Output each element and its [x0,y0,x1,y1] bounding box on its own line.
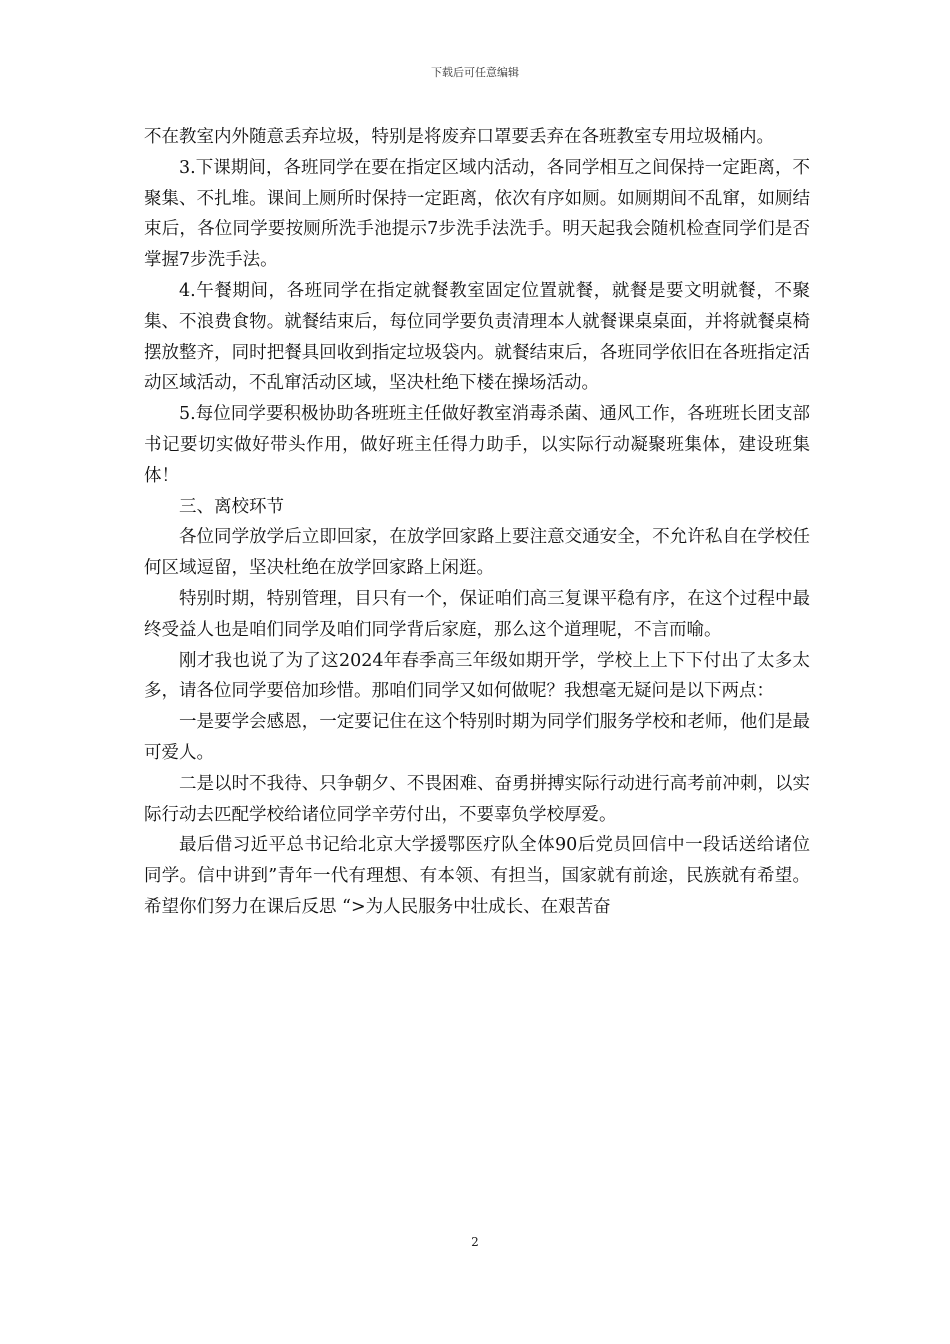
paragraph-1: 不在教室内外随意丢弃垃圾，特别是将废弃口罩要丢弃在各班教室专用垃圾桶内。 [144,127,774,147]
paragraph-7: 刚才我也说了为了这2024年春季高三年级如期开学，学校上上下下付出了太多太多，请各位同学要倍加珍惜。那咱们同学又如何做呢？我想毫无疑问是以下两点： [144,650,810,702]
paragraph-8: 一是要学会感恩，一定要记住在这个特别时期为同学们服务学校和老师，他们是最可爱人。 [144,712,810,763]
paragraph-5: 各位同学放学后立即回家，在放学回家路上要注意交通安全，不允许私自在学校任何区域逗留，坚决杜绝在放学回家路上闲逛。 [144,527,810,579]
paragraph-6: 特别时期，特别管理，目只有一个，保证咱们高三复课平稳有序，在这个过程中最终受益人也是咱们同学及咱们同学背后家庭，那么这个道理呢，不言而喻。 [144,588,810,640]
paragraph-9: 二是以时不我待、只争朝夕、不畏困难、奋勇拼搏实际行动进行高考前冲刺，以实际行动去匹配学校给诸位同学辛劳付出，不要辜负学校厚爱。 [144,773,810,825]
page-header: 下载后可任意编辑 [431,66,519,79]
document-body [144,122,810,923]
section-heading: 三、离校环节 [179,496,284,517]
paragraph-2: 3.下课期间，各班同学在要在指定区域内活动，各同学相互之间保持一定距离，不聚集、不扎堆。课间上厕所时保持一定距离，依次有序如厕。如厕期间不乱窜，如厕结束后，各位同学要按厕所洗手池提示7步洗手法洗手。明天起我会随机检查同学们是否掌握7步洗手法。 [144,157,810,271]
paragraph-4: 5.每位同学要积极协助各班班主任做好教室消毒杀菌、通风工作，各班班长团支部书记要切实做好带头作用，做好班主任得力助手，以实际行动凝聚班集体，建设班集体！ [144,404,810,486]
page-number: 2 [471,1235,479,1249]
paragraph-10: 最后借习近平总书记给北京大学援鄂医疗队全体90后党员回信中一段话送给诸位同学。信中讲到”青年一代有理想、有本领、有担当，国家就有前途，民族就有希望。希望你们努力在课后反思 “>为人民服务中壮成长、在艰苦奋 [144,835,810,917]
paragraph-3: 4.午餐期间，各班同学在指定就餐教室固定位置就餐，就餐是要文明就餐，不聚集、不浪费食物。就餐结束后，每位同学要负责清理本人就餐课桌桌面，并将就餐桌椅摆放整齐，同时把餐具回收到指定垃圾袋内。就餐结束后，各班同学依旧在各班指定活动区域活动，不乱窜活动区域，坚决杜绝下楼在操场活动。 [144,280,810,394]
